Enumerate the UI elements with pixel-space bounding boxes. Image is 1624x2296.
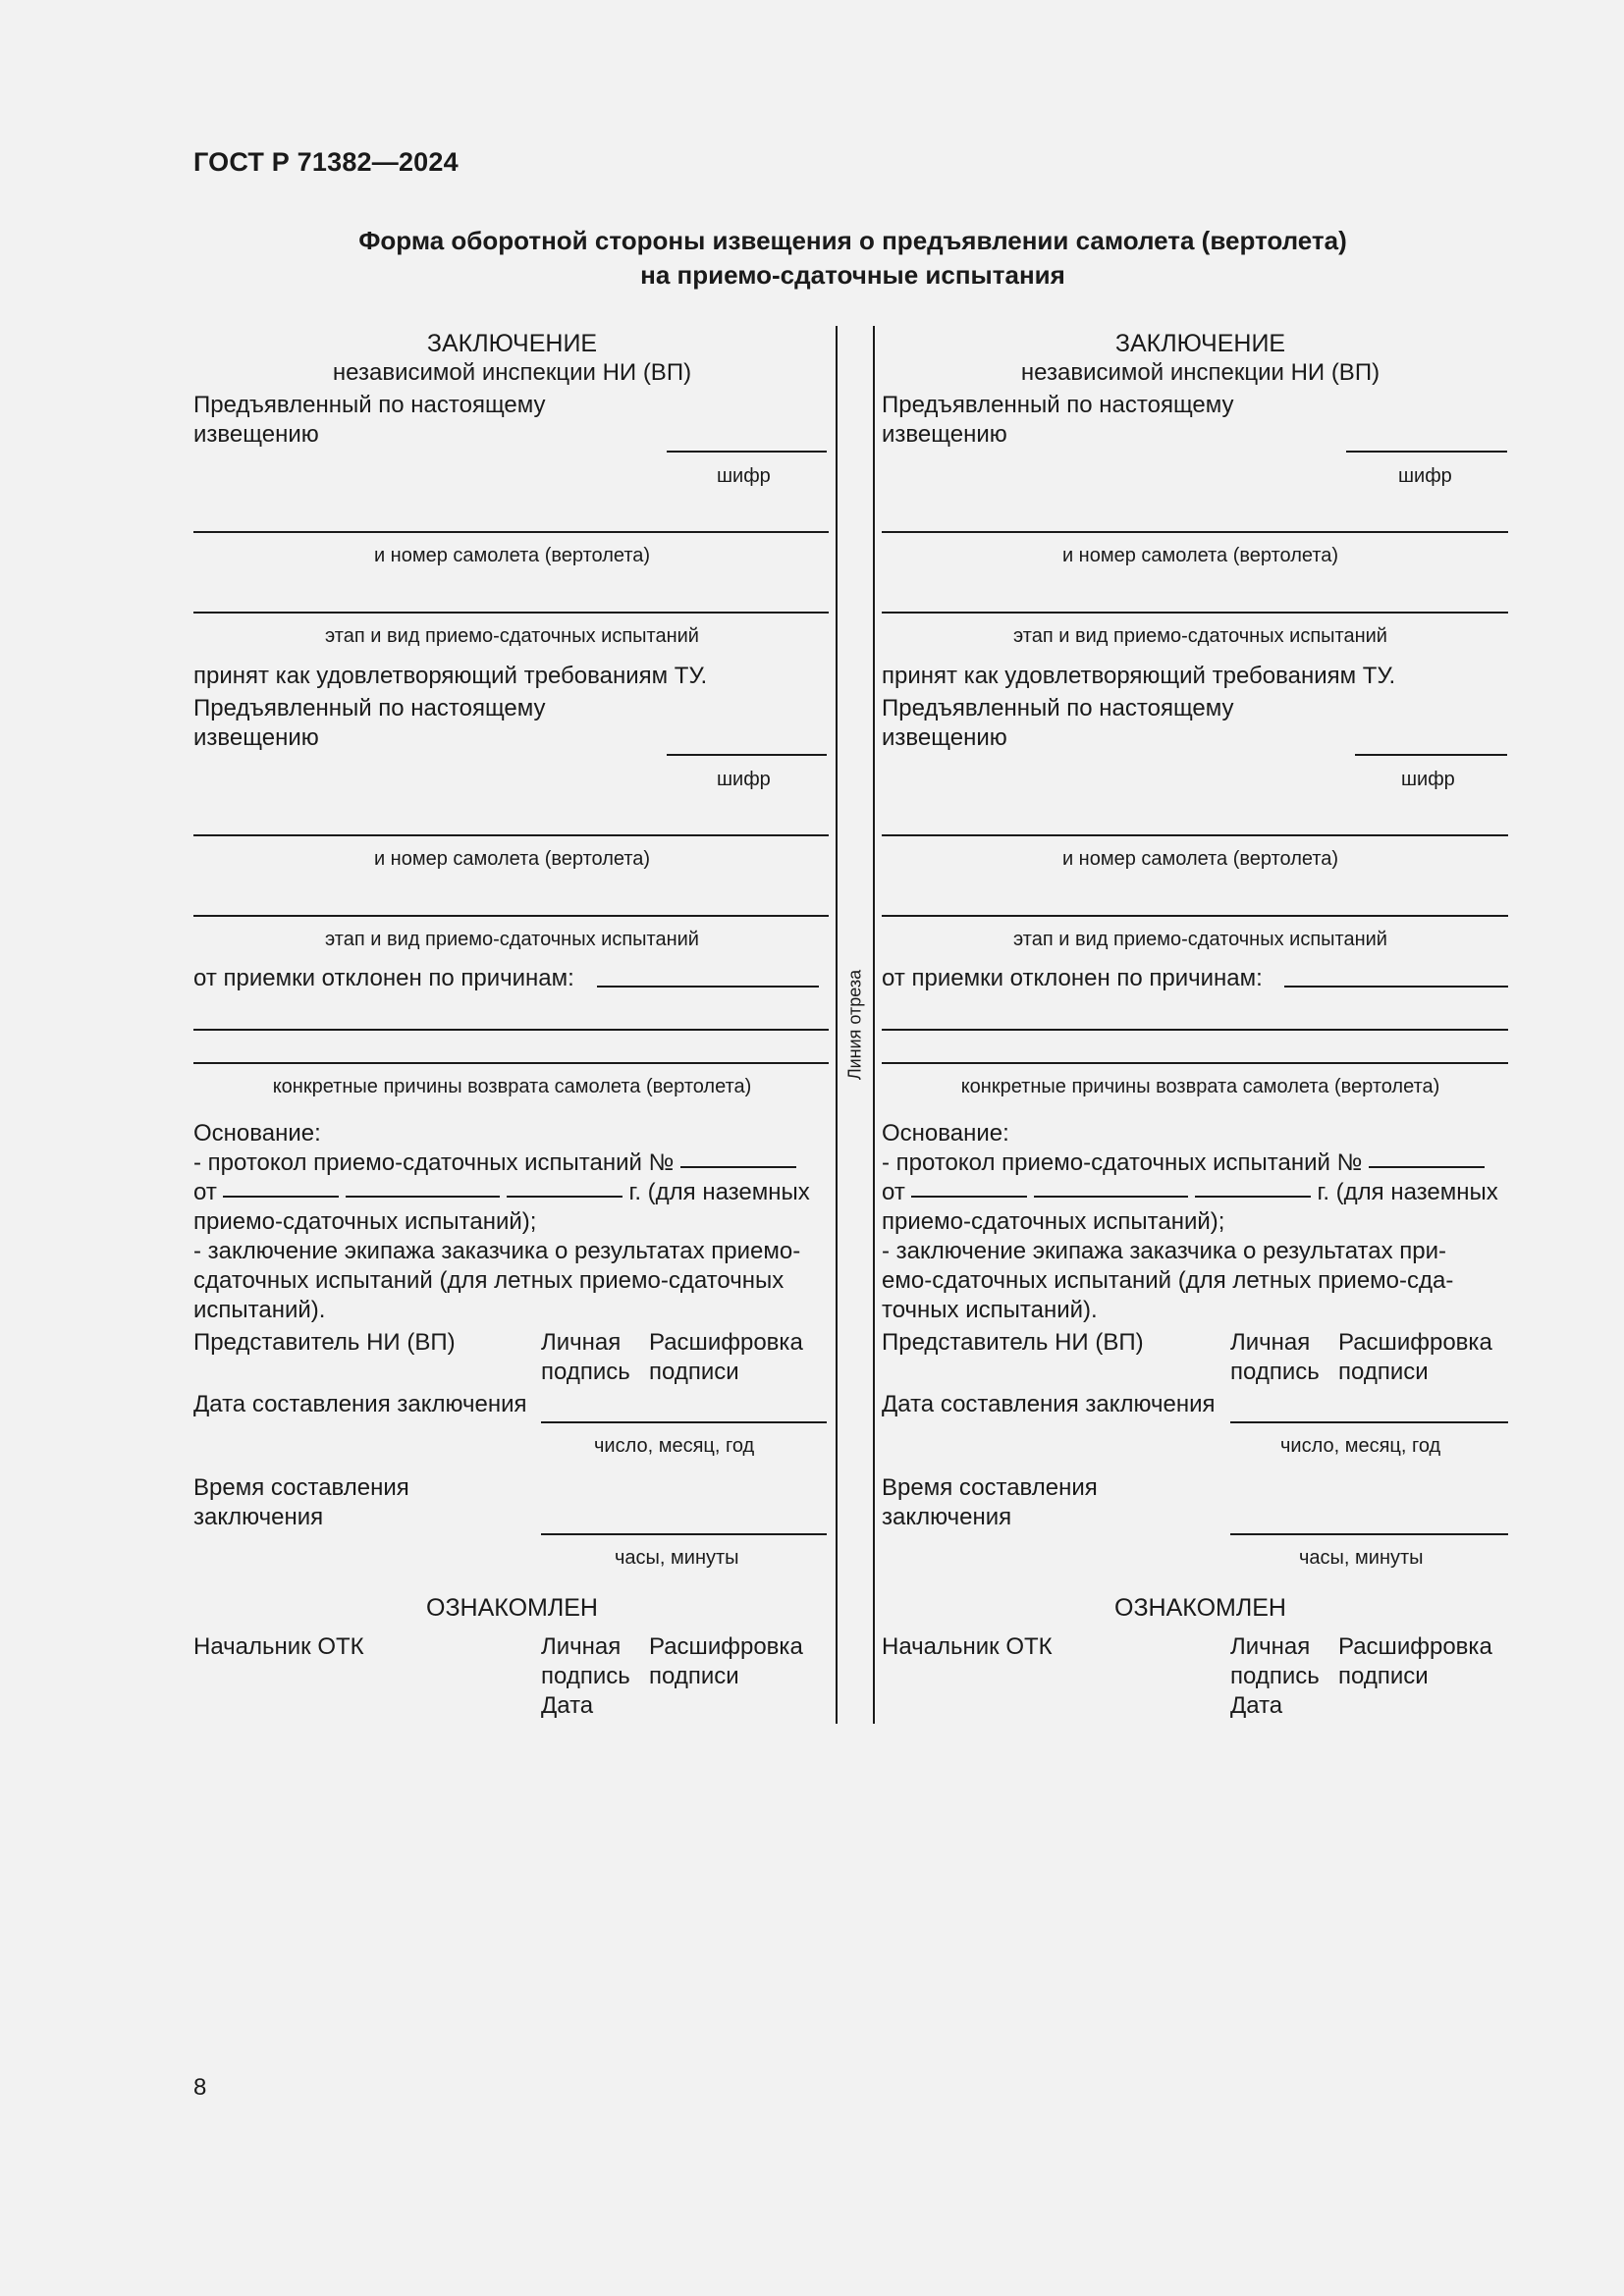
presented-label-1: Предъявленный по настоящему [193,392,546,418]
rejection-reason-line-2[interactable] [193,1029,829,1031]
page-number: 8 [193,2074,207,2101]
presented-label-2b: извещению [193,724,319,751]
rejected-text: от приемки отклонен по причинам: [193,965,574,991]
cipher-field-line[interactable] [1346,451,1507,453]
cut-line-right [873,326,875,1724]
protocol-line [193,1148,796,1178]
crew-conclusion-1: - заключение экипажа заказчика о результатах при- [882,1238,1447,1264]
cipher-caption-2: шифр [717,769,771,790]
personal-label: Личная [1230,1329,1311,1356]
time-label-1: Время составления [882,1474,1098,1501]
date-field-line[interactable] [541,1421,827,1423]
test-stage-field-line-2[interactable] [882,915,1508,917]
signature-label: подпись [1230,1359,1320,1385]
personal-label: Личная [541,1329,622,1356]
personal-label-2: Личная [1230,1633,1311,1660]
crew-conclusion-2: сдаточных испытаний (для летных приемо-сдаточных [193,1267,785,1294]
otk-chief-label: Начальник ОТК [193,1633,364,1660]
cipher-caption: шифр [717,465,771,487]
rejection-reason-field-line[interactable] [597,986,819,988]
of-signature-label-2: подписи [1338,1663,1429,1689]
personal-label-2: Личная [541,1633,622,1660]
signature-label-2: подпись [541,1663,630,1689]
representative-label: Представитель НИ (ВП) [193,1329,456,1356]
cipher-field-line-2[interactable] [1355,754,1507,756]
of-signature-label: подписи [649,1359,739,1385]
standard-number: ГОСТ Р 71382—2024 [193,147,459,177]
date-word-label: Дата [541,1692,594,1719]
rejection-reason-field-line[interactable] [1284,986,1508,988]
date-field-line[interactable] [1230,1421,1508,1423]
protocol-month-field[interactable] [1034,1196,1188,1198]
accepted-text: принят как удовлетворяющий требованиям ТУ. [193,663,708,689]
presented-label-1b: Предъявленный по настоящему [193,695,546,721]
presented-label-1: Предъявленный по настоящему [882,392,1234,418]
rejection-reason-line-3[interactable] [193,1062,829,1064]
time-label-2: заключения [882,1504,1012,1530]
cut-line-left [836,326,838,1724]
protocol-number-field[interactable] [680,1166,796,1168]
year-ground-text: г. (для наземных [1317,1179,1498,1205]
ground-tests-text: приемо-сдаточных испытаний); [193,1208,537,1235]
time-caption: часы, минуты [1299,1547,1424,1569]
conclusion-form-right [882,326,1519,1724]
form-title-line1: Форма оборотной стороны извещения о предъявлении самолета (вертолета) [358,226,1347,255]
crew-conclusion-2: емо-сдаточных испытаний (для летных приемо-сда- [882,1267,1454,1294]
time-label-2: заключения [193,1504,324,1530]
test-stage-caption-2: этап и вид приемо-сдаточных испытаний [325,929,699,950]
basis-label: Основание: [193,1120,321,1147]
return-reasons-caption: конкретные причины возврата самолета (вертолета) [272,1076,752,1097]
cipher-field-line[interactable] [667,451,827,453]
test-stage-field-line[interactable] [882,612,1508,614]
basis-label: Основание: [882,1120,1009,1147]
accepted-text: принят как удовлетворяющий требованиям ТУ. [882,663,1396,689]
date-caption: число, месяц, год [594,1435,755,1457]
cipher-caption: шифр [1398,465,1452,487]
aircraft-number-caption-2: и номер самолета (вертолета) [1061,848,1339,870]
cipher-field-line-2[interactable] [667,754,827,756]
form-subheading: независимой инспекции НИ (ВП) [1020,359,1380,386]
protocol-text: - протокол приемо-сдаточных испытаний № [882,1149,1363,1176]
test-stage-caption-2: этап и вид приемо-сдаточных испытаний [1013,929,1387,950]
presented-label-2: извещению [882,421,1007,448]
time-label-1: Время составления [193,1474,409,1501]
decoding-label-2: Расшифровка [649,1633,803,1660]
decoding-label-2: Расшифровка [1338,1633,1492,1660]
acquainted-heading: ОЗНАКОМЛЕН [1114,1594,1286,1622]
protocol-number-field[interactable] [1369,1166,1485,1168]
protocol-day-field[interactable] [911,1196,1027,1198]
rejection-reason-line-3[interactable] [882,1062,1508,1064]
aircraft-number-field-line-2[interactable] [193,834,829,836]
form-heading: ЗАКЛЮЧЕНИЕ [1114,330,1286,357]
time-caption: часы, минуты [615,1547,739,1569]
protocol-date-line [193,1178,810,1207]
date-label: Дата составления заключения [193,1391,527,1417]
rejection-reason-line-2[interactable] [882,1029,1508,1031]
form-subheading: независимой инспекции НИ (ВП) [332,359,692,386]
rejected-text: от приемки отклонен по причинам: [882,965,1263,991]
protocol-year-field[interactable] [507,1196,623,1198]
representative-label: Представитель НИ (ВП) [882,1329,1144,1356]
protocol-year-field[interactable] [1195,1196,1311,1198]
presented-label-1b: Предъявленный по настоящему [882,695,1234,721]
cut-line-label: Линия отреза [844,969,865,1081]
return-reasons-caption: конкретные причины возврата самолета (вертолета) [960,1076,1440,1097]
conclusion-form-left [193,326,831,1724]
test-stage-field-line-2[interactable] [193,915,829,917]
cipher-caption-2: шифр [1401,769,1455,790]
from-text: от [193,1179,217,1205]
protocol-date-line [882,1178,1498,1207]
aircraft-number-field-line[interactable] [882,531,1508,533]
form-title-line2: на приемо-сдаточные испытания [640,260,1065,290]
time-field-line[interactable] [541,1533,827,1535]
presented-label-2b: извещению [882,724,1007,751]
aircraft-number-caption: и номер самолета (вертолета) [1061,545,1339,566]
date-word-label: Дата [1230,1692,1283,1719]
crew-conclusion-3: точных испытаний). [882,1297,1098,1323]
from-text: от [882,1179,905,1205]
aircraft-number-caption: и номер самолета (вертолета) [373,545,651,566]
time-field-line[interactable] [1230,1533,1508,1535]
acquainted-heading: ОЗНАКОМЛЕН [426,1594,598,1622]
protocol-text: - протокол приемо-сдаточных испытаний № [193,1149,675,1176]
aircraft-number-field-line[interactable] [193,531,829,533]
crew-conclusion-3: испытаний). [193,1297,326,1323]
protocol-line [882,1148,1485,1178]
ground-tests-text: приемо-сдаточных испытаний); [882,1208,1225,1235]
protocol-day-field[interactable] [223,1196,339,1198]
form-heading: ЗАКЛЮЧЕНИЕ [426,330,598,357]
test-stage-caption: этап и вид приемо-сдаточных испытаний [325,625,699,647]
of-signature-label: подписи [1338,1359,1429,1385]
decoding-label: Расшифровка [649,1329,803,1356]
aircraft-number-caption-2: и номер самолета (вертолета) [373,848,651,870]
aircraft-number-field-line-2[interactable] [882,834,1508,836]
signature-label-2: подпись [1230,1663,1320,1689]
crew-conclusion-1: - заключение экипажа заказчика о результатах приемо- [193,1238,801,1264]
signature-label: подпись [541,1359,630,1385]
test-stage-field-line[interactable] [193,612,829,614]
of-signature-label-2: подписи [649,1663,739,1689]
decoding-label: Расшифровка [1338,1329,1492,1356]
presented-label-2: извещению [193,421,319,448]
date-label: Дата составления заключения [882,1391,1216,1417]
year-ground-text: г. (для наземных [628,1179,810,1205]
protocol-month-field[interactable] [346,1196,500,1198]
test-stage-caption: этап и вид приемо-сдаточных испытаний [1013,625,1387,647]
otk-chief-label: Начальник ОТК [882,1633,1053,1660]
date-caption: число, месяц, год [1280,1435,1441,1457]
